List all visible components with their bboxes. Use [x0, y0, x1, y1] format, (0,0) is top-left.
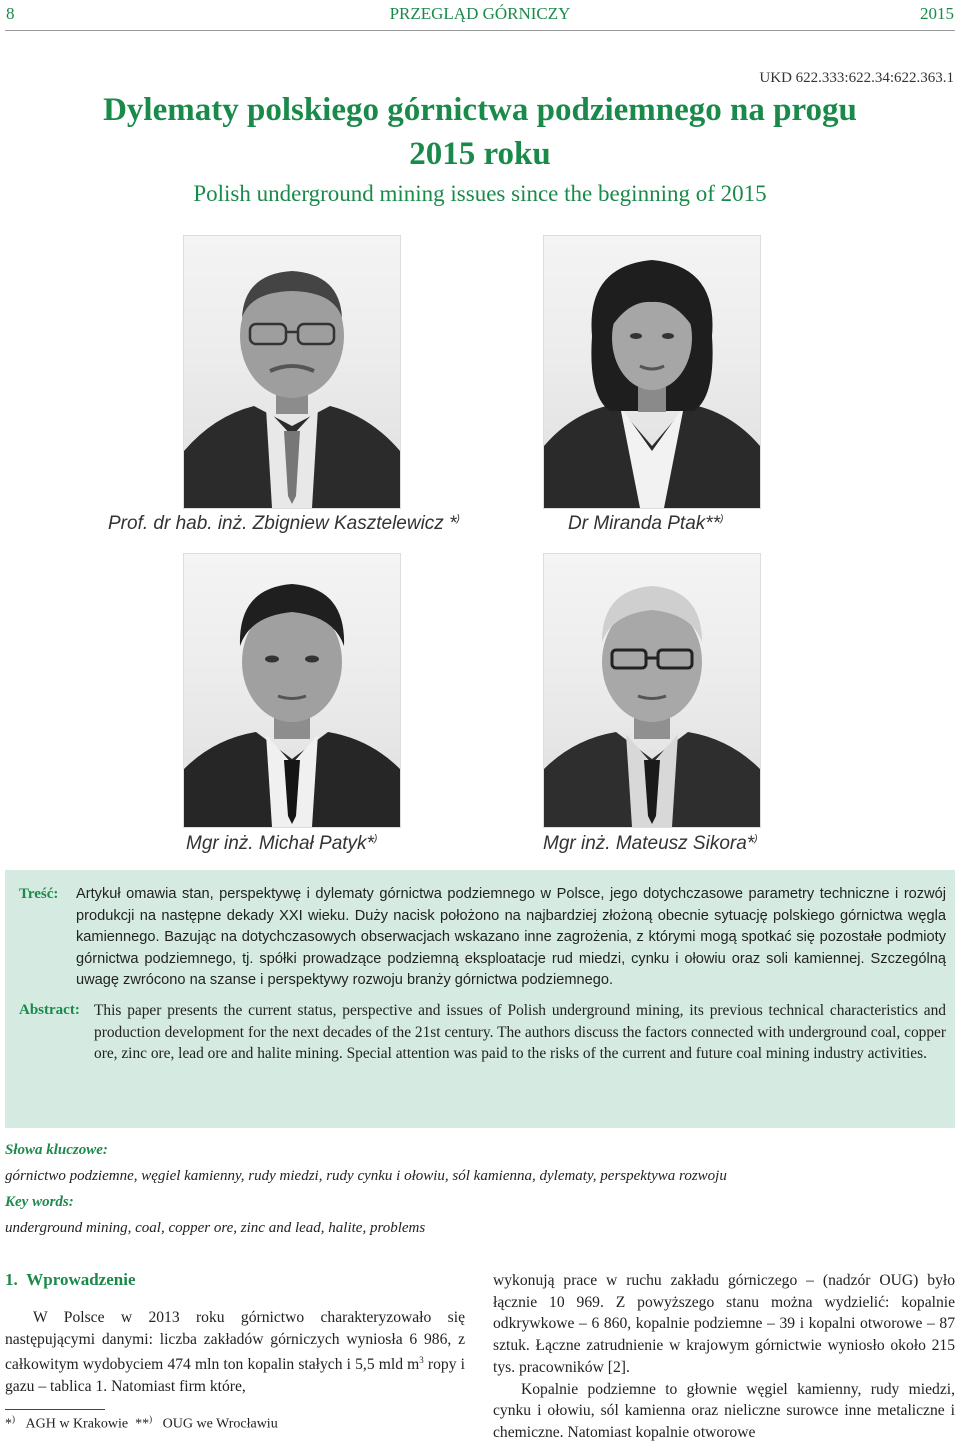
author-photo-sikora: [543, 553, 761, 828]
tresc-label: Treść:: [19, 886, 59, 902]
author-photo-patyk: [183, 553, 401, 828]
abstract-text: This paper presents the current status, perspective and issues of Polish underground mining, its previous technical characteristics and production development for the next decades of the 21st century. The authors discuss the factors connected with underground coal, copper ore, zinc ore, lead ore and halite mining. Special attention was paid to the risks of the current and future coal mining industry activities.: [94, 1002, 946, 1062]
footnote: *) AGH w Krakowie **) OUG we Wrocławiu: [5, 1414, 278, 1432]
author-photo-ptak: [543, 235, 761, 509]
title-line-1: Dylematy polskiego górnictwa podziemnego na progu: [103, 92, 857, 128]
author-caption-4: Mgr inż. Mateusz Sikora*): [543, 833, 758, 854]
author-caption-3: Mgr inż. Michał Patyk*): [186, 833, 378, 854]
ukd-code: UKD 622.333:622.34:622.363.1: [759, 70, 954, 86]
author-caption-1: Prof. dr hab. inż. Zbigniew Kasztelewicz *): [108, 513, 460, 534]
keywords-en-text: underground mining, coal, copper ore, zinc and lead, halite, problems: [5, 1220, 426, 1236]
right-column-paragraph-2: Kopalnie podziemne to głownie węgiel kamienny, rudy miedzi, cynku i ołowiu, sól kamienna oraz nieliczne surowce inne metaliczne i chemiczne. Natomiast kopalnie otworowe: [493, 1380, 955, 1441]
tresc-text: Artykuł omawia stan, perspektywę i dylematy górnictwa podziemnego w Polsce, jego dotychczasowe parametry techniczne i rozwój produkcji na następne dekady XXI wieku. Duży nacisk położono na najbardziej złożoną obecnie sytuację polskiego górnictwa węgla kamiennego. Bazując na dotychczasowych obserwacjach wskazano inne zagrożenia, z którymi mogą spotkać się pozostałe podmioty górnictwa podziemnego, tj. spółki prowadzące podziemną eksploatacje rud miedzi, cynku i ołowiu oraz soli kamiennej. Szczególną uwagę zwrócono na szanse i perspektywy rozwoju branży górnictwa podziemnego.: [76, 886, 946, 988]
keywords-pl-label: Słowa kluczowe:: [5, 1142, 108, 1158]
abstract-box: [5, 870, 955, 1128]
title-line-2: 2015 roku: [409, 136, 551, 172]
header-rule: [5, 30, 955, 31]
right-column: [493, 1270, 955, 1444]
journal-name: PRZEGLĄD GÓRNICZY: [389, 4, 571, 23]
footnote-rule: [5, 1409, 105, 1410]
keywords-en-label: Key words:: [5, 1194, 74, 1210]
section-heading: [5, 1270, 136, 1290]
left-column-text: W Polsce w 2013 roku górnictwo charakteryzowało się następującymi danymi: liczba zakładów górniczych wyniosła 6 986, z całkowitym wydobyciem 474 mln ton kopalin stałych i 5,5 mld $m^3$ ropy i gazu – tablica 1. Natomiast firm które,: [5, 1309, 465, 1396]
abstract-label: Abstract:: [19, 1002, 80, 1018]
page-number: 8: [6, 4, 15, 23]
section-title: Wprowadzenie: [26, 1270, 136, 1289]
right-column-paragraph-1: wykonują prace w ruchu zakładu górniczego – (nadzór OUG) było łącznie 10 969. Z powyższego stanu można wydzielić: kopalnie odkrywkowe – 6 860, kopalnie podziemne – 39 i kopalni otworowe – 87 sztuk. Łączne zatrudnienie w krajowym górnictwie wyniosło około 215 tys. pracowników [2].: [493, 1272, 955, 1376]
subtitle: Polish underground mining issues since the beginning of 2015: [193, 181, 767, 206]
author-caption-2: Dr Miranda Ptak**): [568, 513, 724, 534]
author-photo-kasztelewicz: [183, 235, 401, 509]
keywords-pl-text: górnictwo podziemne, węgiel kamienny, rudy miedzi, rudy cynku i ołowiu, sól kamienna, dylematy, perspektywa rozwoju: [5, 1168, 727, 1184]
header-year: 2015: [920, 4, 954, 23]
section-number: 1.: [5, 1270, 18, 1289]
